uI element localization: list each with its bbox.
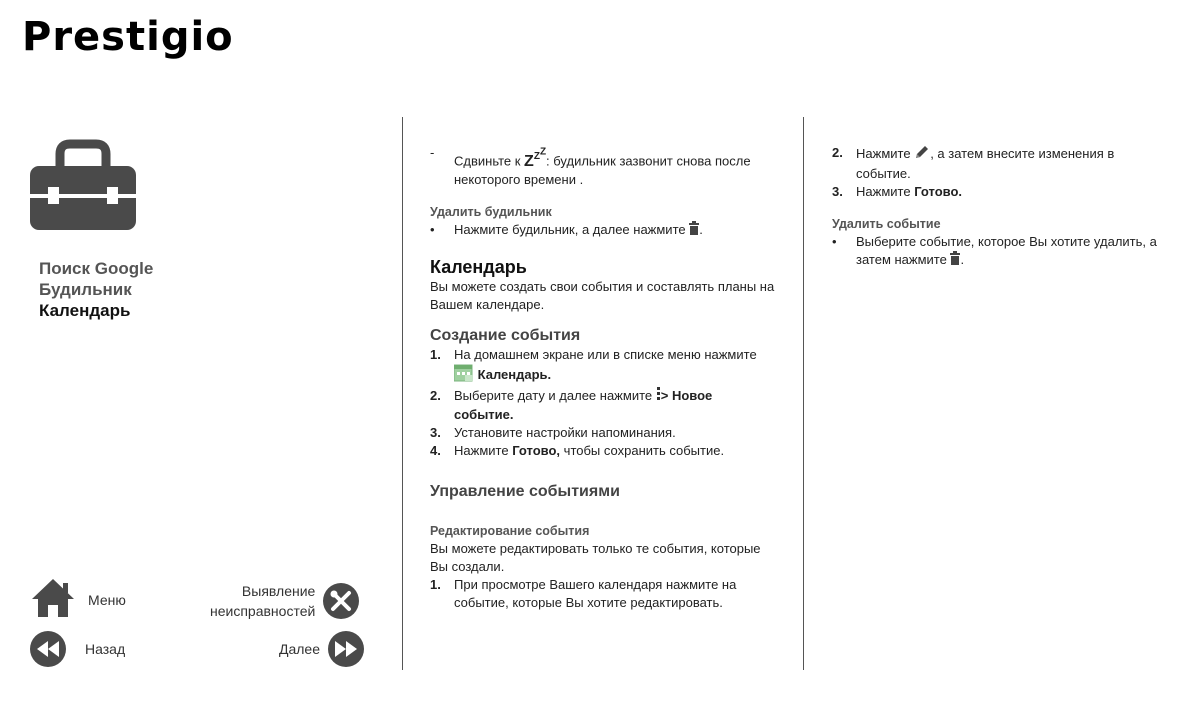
edit-step-3-pre: Нажмите <box>856 184 911 199</box>
step-number: 3. <box>832 184 843 199</box>
step-number: 4. <box>430 442 441 458</box>
edit-step-3-bold: Готово. <box>914 184 963 199</box>
create-step-4-bold: Готово, <box>512 442 561 458</box>
delete-alarm-text: Нажмите будильник, а далее нажмите <box>454 221 686 237</box>
tools-icon <box>323 583 359 619</box>
delete-event-end: . <box>960 252 965 267</box>
delete-alarm-item <box>430 221 775 240</box>
fast-forward-icon <box>328 631 364 667</box>
home-icon <box>30 577 76 622</box>
create-step-1-bold: Календарь. <box>477 366 552 382</box>
calendar-app-icon <box>454 364 474 387</box>
rewind-icon <box>30 631 66 667</box>
brand-logo: Prestigio <box>22 14 234 60</box>
calendar-heading: Календарь <box>430 256 527 277</box>
next-label: Далее <box>279 641 321 657</box>
edit-step-2 <box>832 144 1162 183</box>
create-step-1-text: На домашнем экране или в списке меню нажмите <box>454 346 757 362</box>
content-column-1 <box>430 144 775 612</box>
sidebar-item-google-search[interactable]: Поиск Google <box>39 259 154 278</box>
edit-step-1 <box>430 576 775 612</box>
delete-event-item <box>832 233 1162 270</box>
create-step-2 <box>430 387 775 424</box>
create-step-3 <box>430 424 775 442</box>
troubleshoot-nav-button[interactable] <box>210 581 359 621</box>
step-number: 2. <box>832 145 843 160</box>
delete-event-title: Удалить событие <box>832 217 941 231</box>
bullet-marker: • <box>430 221 435 237</box>
step-number: 2. <box>430 387 441 403</box>
dash-marker: - <box>430 145 435 160</box>
snooze-text-pre: Сдвиньте к <box>454 153 521 169</box>
sidebar-nav <box>39 258 153 321</box>
create-step-4-pre: Нажмите <box>454 442 509 458</box>
sidebar-item-calendar[interactable]: Календарь <box>39 301 131 320</box>
calendar-intro: Вы можете создать свои события и составлять планы на Вашем календаре. <box>430 278 775 312</box>
step-number: 1. <box>430 576 441 592</box>
next-nav-button[interactable] <box>279 631 364 667</box>
menu-label: Меню <box>88 591 126 608</box>
sidebar-item-alarm[interactable]: Будильник <box>39 280 132 299</box>
create-step-2-text: Выберите дату и далее нажмите <box>454 387 653 403</box>
troubleshoot-label-line2: неисправностей <box>210 603 316 619</box>
trash-icon <box>689 221 699 240</box>
step-number: 1. <box>430 346 441 362</box>
create-event-heading: Создание события <box>430 326 581 344</box>
bullet-marker: • <box>832 234 837 249</box>
delete-alarm-end: . <box>699 221 703 237</box>
create-step-3-text: Установите настройки напоминания. <box>454 424 676 440</box>
delete-event-text: Выберите событие, которое Вы хотите удалить, а затем нажмите <box>856 234 1157 267</box>
delete-alarm-title: Удалить будильник <box>430 204 552 219</box>
snooze-text-post: : будильник зазвонит снова после некоторого времени . <box>454 153 751 187</box>
manage-events-heading: Управление событиями <box>430 482 620 500</box>
back-nav-button[interactable] <box>30 631 125 667</box>
content-column-2 <box>832 144 1162 270</box>
column-divider-left <box>402 117 403 670</box>
create-step-1 <box>430 346 775 387</box>
edit-step-1-text: При просмотре Вашего календаря нажмите на событие, которые Вы хотите редактировать. <box>454 576 737 610</box>
edit-event-title: Редактирование события <box>430 523 590 538</box>
edit-step-3 <box>832 183 1162 201</box>
pencil-icon <box>914 144 930 165</box>
create-step-2-bold: > Новое событие. <box>454 387 713 422</box>
snooze-zzz-icon: $Z^{Z^Z}$ <box>524 147 547 170</box>
edit-step-2-pre: Нажмите <box>856 145 911 161</box>
edit-event-intro: Вы можете редактировать только те события, которые Вы создали. <box>430 540 761 574</box>
trash-icon <box>950 251 960 270</box>
toolbox-icon <box>30 136 136 235</box>
create-step-4 <box>430 442 775 460</box>
back-label: Назад <box>85 641 126 657</box>
troubleshoot-label <box>210 581 315 621</box>
menu-nav-button[interactable] <box>30 577 126 622</box>
step-number: 3. <box>430 424 441 440</box>
edit-step-2-post: , а затем внесите изменения в событие. <box>856 145 1115 181</box>
troubleshoot-label-line1: Выявление <box>241 583 316 599</box>
snooze-item <box>430 144 775 189</box>
create-step-4-post: чтобы сохранить событие. <box>563 442 725 458</box>
column-divider-right <box>803 117 804 670</box>
